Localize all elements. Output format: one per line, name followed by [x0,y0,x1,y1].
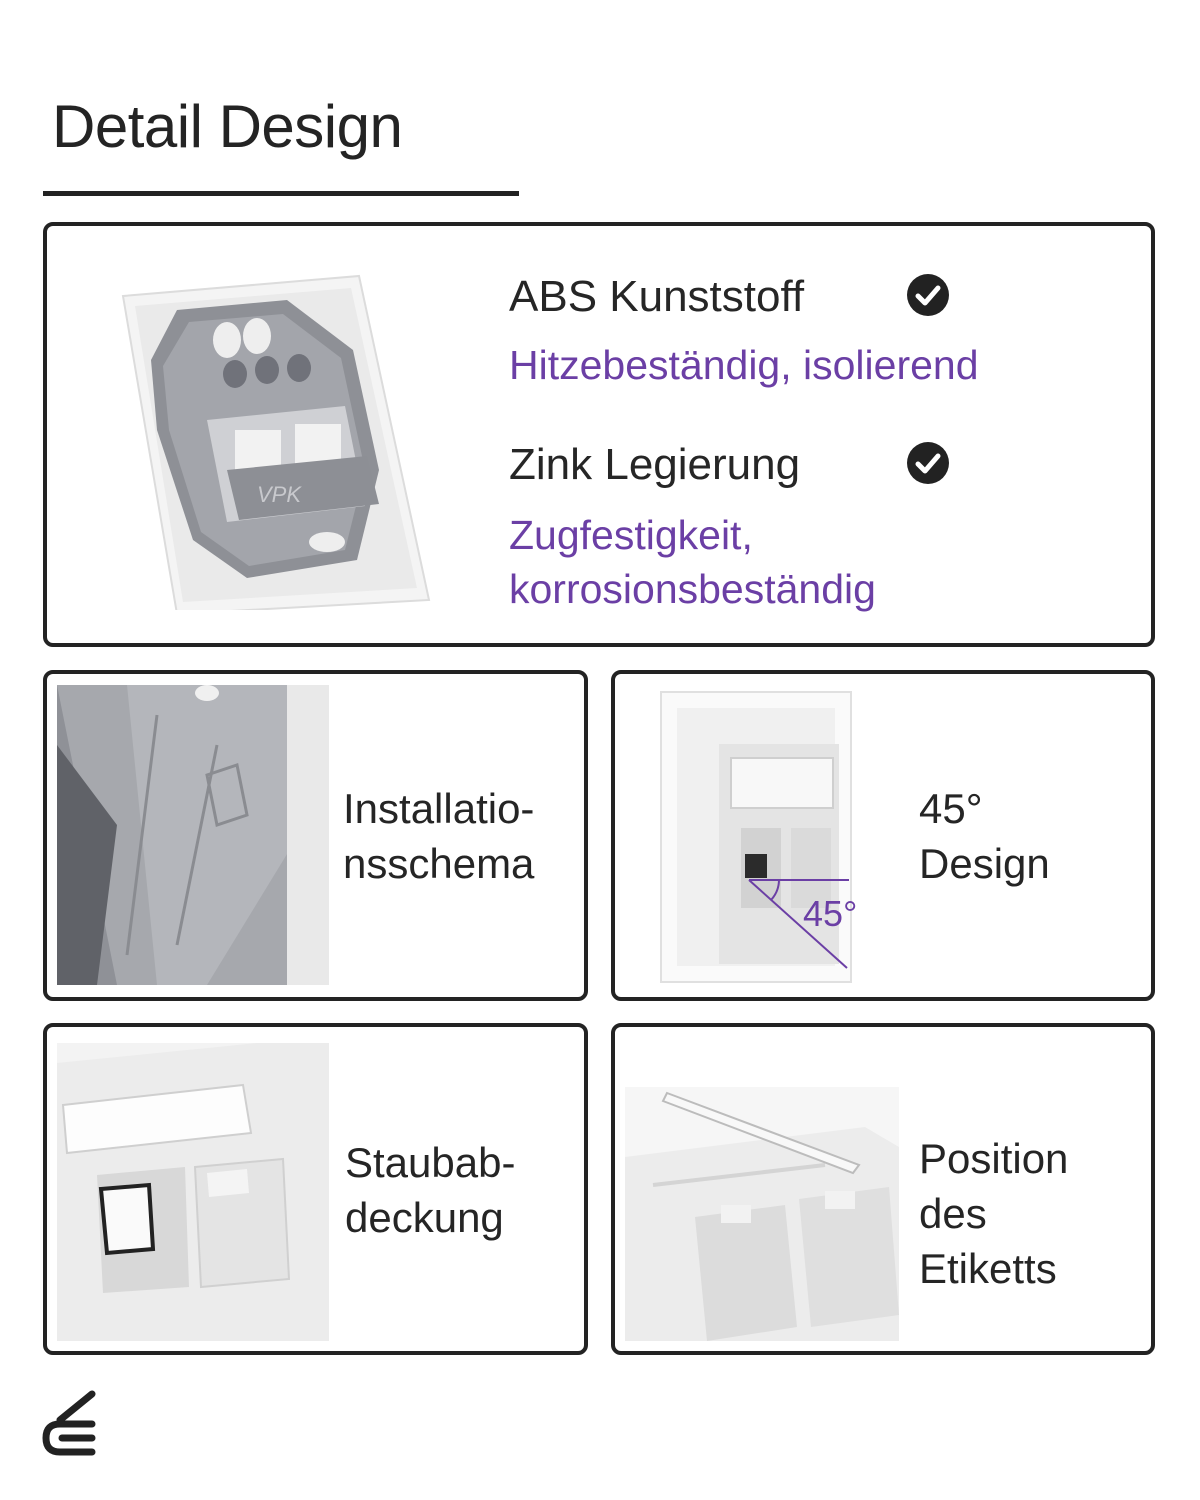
angled-outlet-photo [657,688,897,988]
material-zinc-title: Zink Legierung [509,440,801,489]
label-position-panel [611,1023,1155,1355]
angle-label: 45° [803,893,858,934]
dust-caption-line1: Staubab- [345,1139,516,1186]
material-abs-description: Hitzebeständig, isolierend [509,342,979,388]
title-underline [43,191,519,196]
material-abs-title: ABS Kunststoff [509,272,805,321]
dust-caption [345,1135,515,1245]
materials-panel [43,222,1155,647]
material-zinc-description-line2: korrosionsbeständig [509,566,876,612]
check-circle-icon [907,442,949,484]
angle-caption-line1: 45° [919,785,983,832]
label-window-photo [625,1087,899,1341]
install-caption-line1: Installatio- [343,785,535,832]
angle-caption [919,781,1050,891]
angle-caption-line2: Design [919,840,1050,887]
install-detail-panel [43,670,588,1001]
brand-logo-icon [42,1388,98,1460]
installation-closeup-photo [57,685,329,985]
check-circle-icon [907,274,949,316]
angle-detail-panel [611,670,1155,1001]
label-caption-line3: Etiketts [919,1245,1057,1292]
page-title: Detail Design [52,93,403,160]
keystone-frame-photo [117,270,437,610]
dust-caption-line2: deckung [345,1194,504,1241]
install-caption-line2: nsschema [343,840,535,887]
dust-cover-panel [43,1023,588,1355]
svg-text:VPK: VPK [257,482,302,507]
install-caption [343,781,534,891]
label-caption-line2: des [919,1190,987,1237]
material-zinc-description [509,508,876,616]
dust-cover-photo [57,1043,329,1341]
material-zinc-description-line1: Zugfestigkeit, [509,512,753,558]
label-caption [919,1131,1068,1296]
label-caption-line1: Position [919,1135,1069,1182]
